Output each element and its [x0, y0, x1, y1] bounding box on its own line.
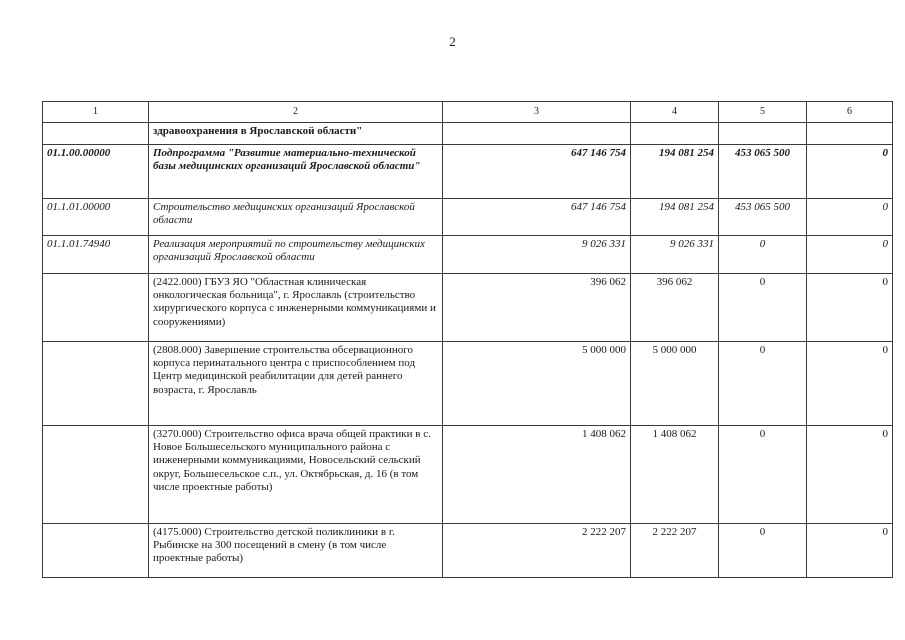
row-name: Подпрограмма "Развитие материально-технической базы медицинских организаций Ярославской области": [149, 145, 443, 199]
row-value-5: 0: [719, 236, 807, 274]
row-value-6: 0: [807, 145, 893, 199]
row-value-6: 0: [807, 274, 893, 342]
row-value-6: 0: [807, 199, 893, 236]
table-row: [43, 274, 893, 342]
row-value-3: 396 062: [443, 274, 631, 342]
page-number: 2: [449, 34, 456, 49]
table-row: [43, 524, 893, 578]
column-header-1: 1: [43, 102, 149, 123]
row-value-4: 194 081 254: [631, 145, 719, 199]
row-value-6: [807, 123, 893, 145]
row-name: Реализация мероприятий по строительству медицинских организаций Ярославской области: [149, 236, 443, 274]
row-value-4: 9 026 331: [631, 236, 719, 274]
row-name: здравоохранения в Ярославской области": [149, 123, 443, 145]
row-value-5: 453 065 500: [719, 199, 807, 236]
row-name: (2808.000) Завершение строительства обсервационного корпуса перинатального центра с приспособлением под Центр медицинской реабилитации для детей раннего возраста, г. Ярославль: [149, 342, 443, 426]
row-code: [43, 524, 149, 578]
row-value-6: 0: [807, 426, 893, 524]
table-row: [43, 123, 893, 145]
column-header-4: 4: [631, 102, 719, 123]
row-code: 01.1.01.74940: [43, 236, 149, 274]
table-row: [43, 342, 893, 426]
row-code: [43, 342, 149, 426]
row-code: [43, 274, 149, 342]
row-name: (3270.000) Строительство офиса врача общей практики в с. Новое Большесельского муниципального района с инженерными коммуникациями, Новосельский сельский округ, Большесельское с.п., ул. Октябрьская, д. 16 (в том числе проектные работы): [149, 426, 443, 524]
row-value-5: 0: [719, 274, 807, 342]
row-value-5: [719, 123, 807, 145]
table-row: [43, 426, 893, 524]
column-header-6: 6: [807, 102, 893, 123]
row-value-4: [631, 123, 719, 145]
row-value-6: 0: [807, 342, 893, 426]
row-value-3: 1 408 062: [443, 426, 631, 524]
row-name: Строительство медицинских организаций Ярославской области: [149, 199, 443, 236]
column-header-2: 2: [149, 102, 443, 123]
budget-table: [42, 101, 893, 578]
row-value-6: 0: [807, 236, 893, 274]
row-value-4: 194 081 254: [631, 199, 719, 236]
row-code: 01.1.00.00000: [43, 145, 149, 199]
row-value-3: 647 146 754: [443, 145, 631, 199]
row-value-3: 647 146 754: [443, 199, 631, 236]
row-value-5: 0: [719, 342, 807, 426]
row-value-5: 453 065 500: [719, 145, 807, 199]
row-value-6: 0: [807, 524, 893, 578]
table-header-row: [43, 102, 893, 123]
table-row: [43, 199, 893, 236]
row-name: (4175.000) Строительство детской поликлиники в г. Рыбинске на 300 посещений в смену (в том числе проектные работы): [149, 524, 443, 578]
row-value-4: 396 062: [631, 274, 719, 342]
row-value-3: 5 000 000: [443, 342, 631, 426]
column-header-3: 3: [443, 102, 631, 123]
table-row: [43, 145, 893, 199]
row-value-3: 2 222 207: [443, 524, 631, 578]
row-value-3: [443, 123, 631, 145]
row-value-3: 9 026 331: [443, 236, 631, 274]
row-value-5: 0: [719, 524, 807, 578]
row-code: [43, 123, 149, 145]
row-code: [43, 426, 149, 524]
row-value-5: 0: [719, 426, 807, 524]
row-value-4: 5 000 000: [631, 342, 719, 426]
row-name: (2422.000) ГБУЗ ЯО "Областная клиническая онкологическая больница", г. Ярославль (строительство хирургического корпуса с инженерными коммуникациями и сооружениями): [149, 274, 443, 342]
row-code: 01.1.01.00000: [43, 199, 149, 236]
column-header-5: 5: [719, 102, 807, 123]
row-value-4: 1 408 062: [631, 426, 719, 524]
row-value-4: 2 222 207: [631, 524, 719, 578]
table-row: [43, 236, 893, 274]
